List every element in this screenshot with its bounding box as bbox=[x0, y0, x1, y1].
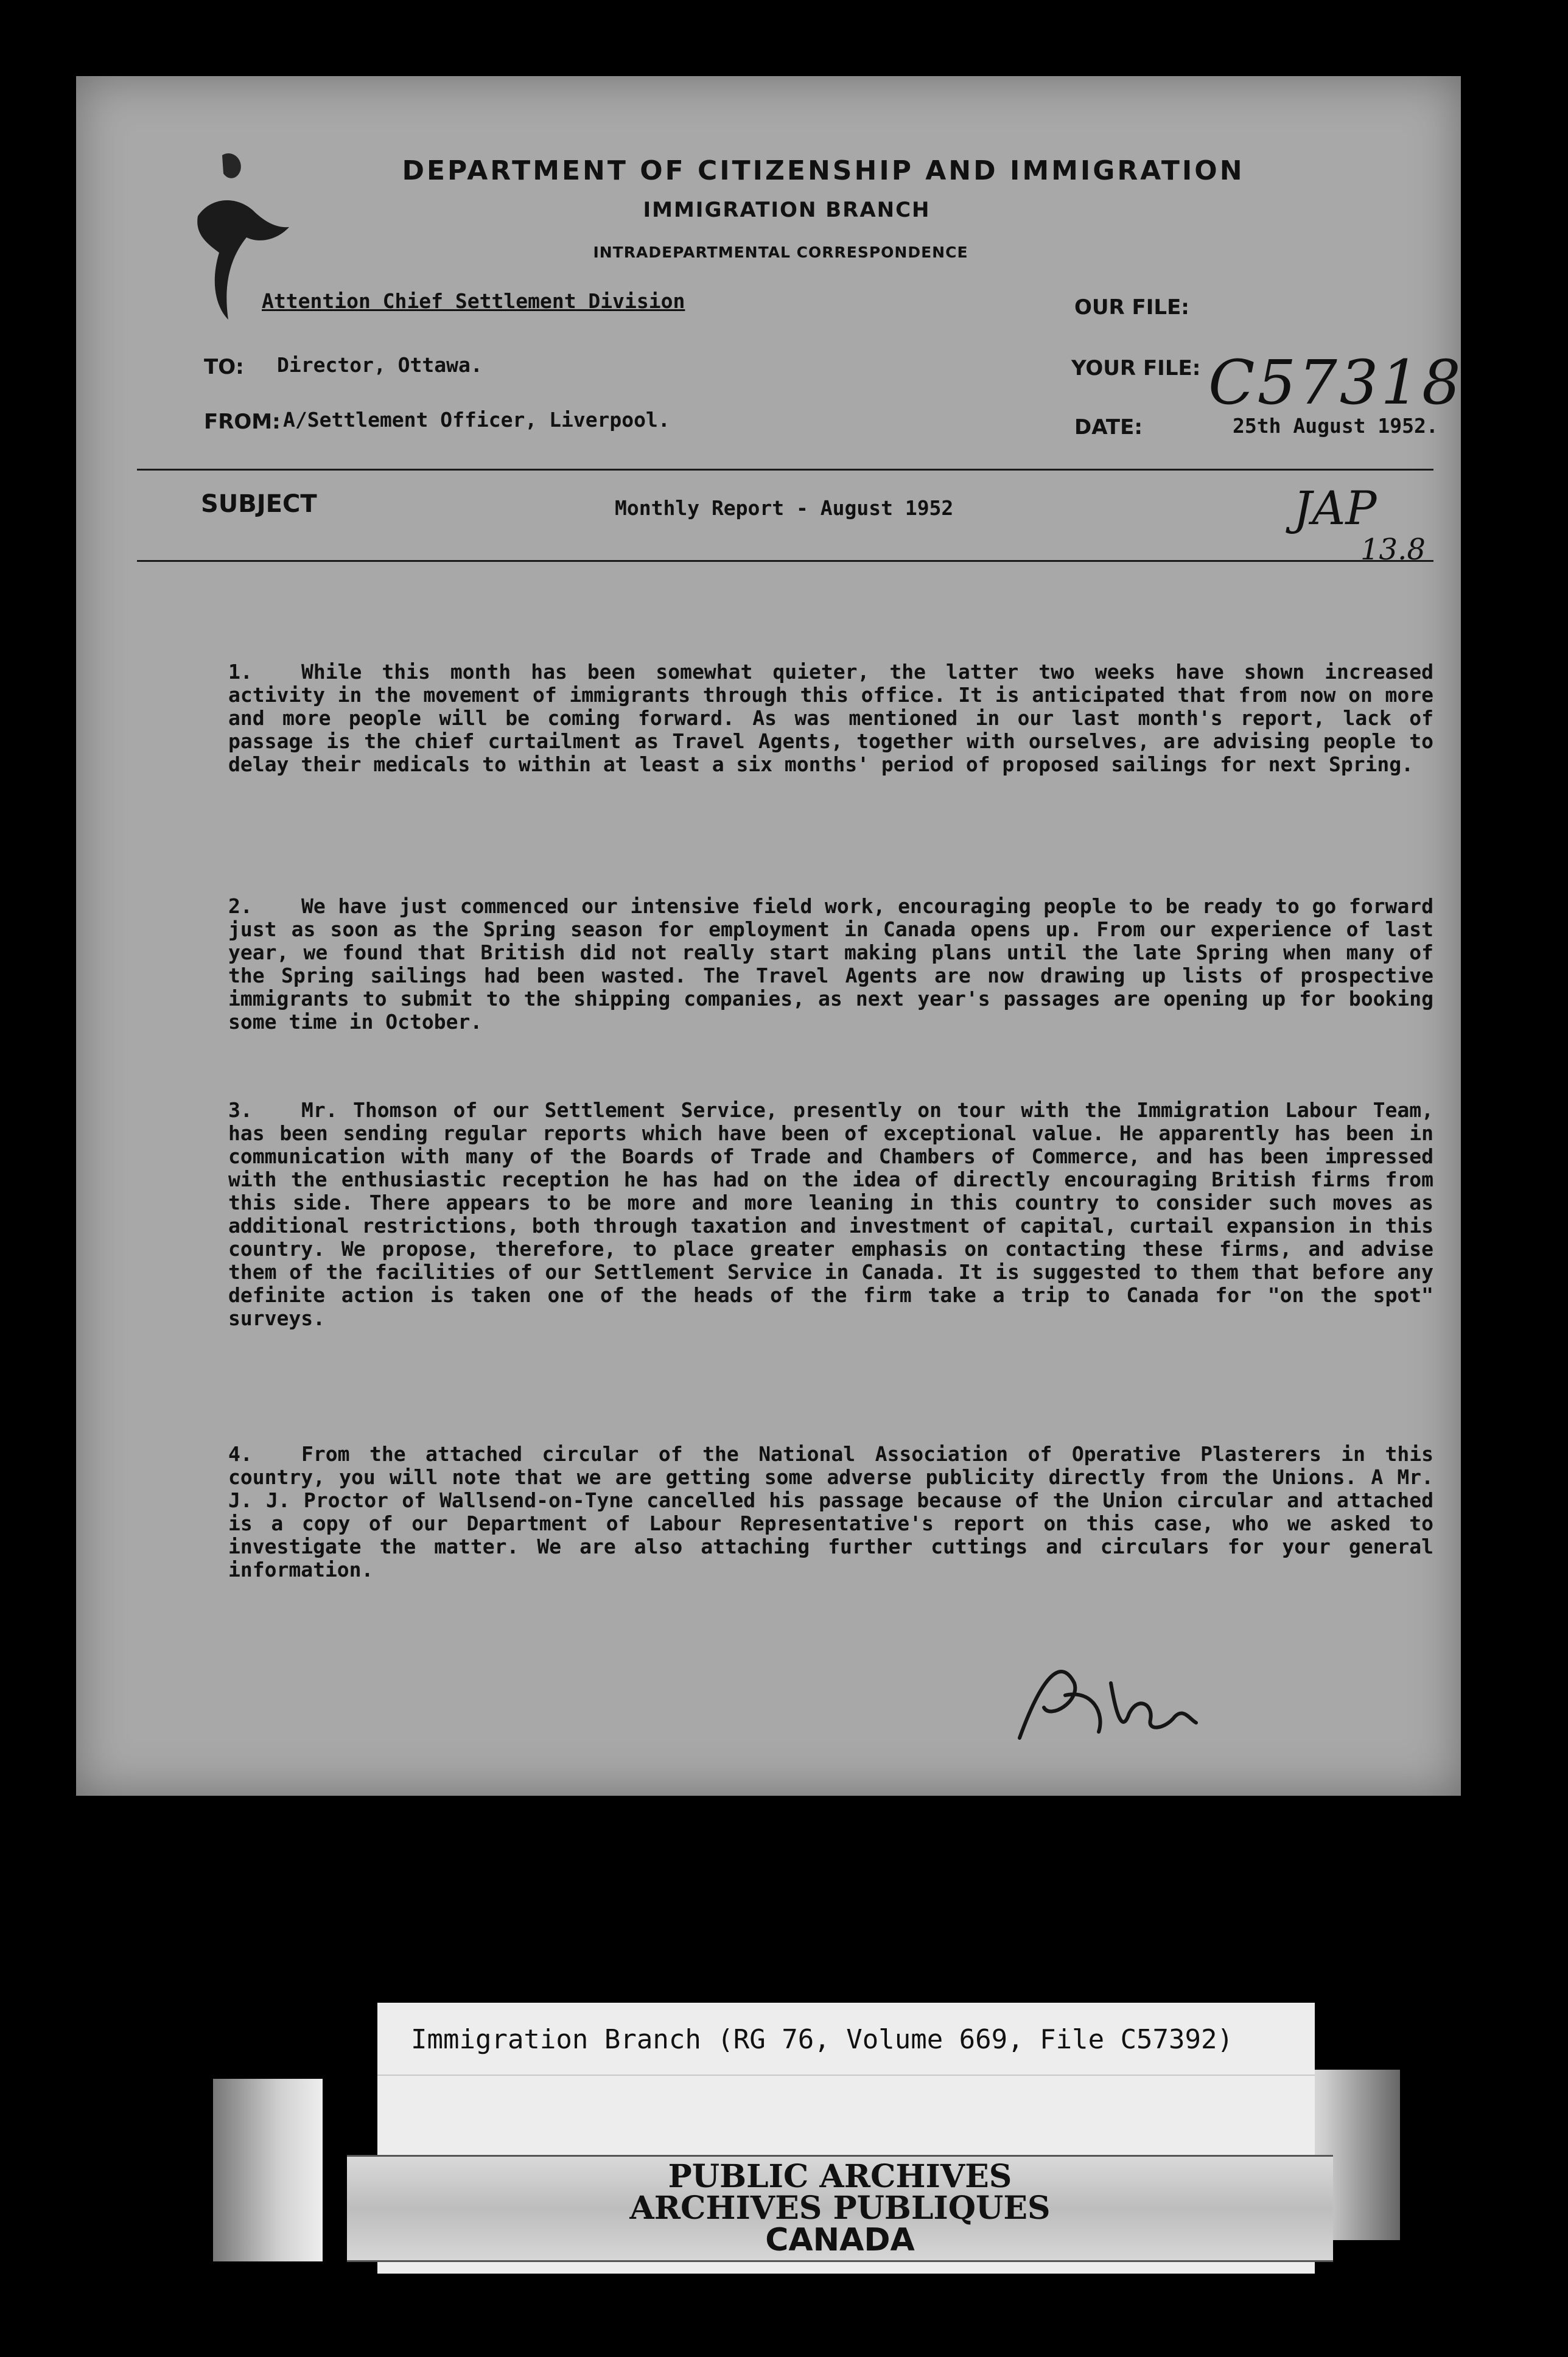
paragraph-text: Mr. Thomson of our Settlement Service, presently on tour with the Immigration Labour Team, has been sending regular reports which have been of exceptional value. He apparently has been in communication with many of the Boards of Trade and Chambers of Commerce, and has been impressed with the enthusiastic reception he has had on the idea of directly encouraging British firms from this side. There appears to be more and more leaning in this country to consider such moves as additional restrictions, both through taxation and investment of capital, curtail expansion in this country. We propose, therefore, to place greater emphasis on contacting these firms, and advise them of the facilities of our Settlement Service in Canada. It is suggested to them that before any definite action is taken one of the heads of the firm take a trip to Canada for "on the spot" surveys. bbox=[228, 1098, 1433, 1330]
department-heading: DEPARTMENT OF CITIZENSHIP AND IMMIGRATION bbox=[402, 155, 1245, 186]
paragraph-text: We have just commenced our intensive field work, encouraging people to be ready to go forward just as soon as the Spring season for employment in Canada opens up. From our experience of last year, we found that British did not really start making plans until the late Spring when many of the Spring sailings had been wasted. The Travel Agents are now drawing up lists of prospective immigrants to submit to the shipping companies, as next year's passages are opening up for booking some time in October. bbox=[228, 894, 1433, 1034]
handwritten-initials: JAP bbox=[1293, 481, 1377, 535]
your-file-label: YOUR FILE: bbox=[1071, 356, 1201, 380]
card-rule bbox=[377, 2075, 1315, 2076]
attention-line: Attention Chief Settlement Division bbox=[262, 289, 685, 313]
handwritten-signature bbox=[1007, 1647, 1208, 1750]
handwritten-date: 13.8 bbox=[1360, 533, 1426, 567]
paragraph-number: 3. bbox=[228, 1098, 253, 1122]
to-value: Director, Ottawa. bbox=[277, 353, 483, 377]
date-value: 25th August 1952. bbox=[1233, 414, 1438, 438]
stamp-line-1: PUBLIC ARCHIVES bbox=[668, 2158, 1012, 2195]
subject-value: Monthly Report - August 1952 bbox=[615, 496, 954, 520]
handwritten-file-number: C57318 bbox=[1208, 347, 1463, 418]
paragraph-1 bbox=[228, 660, 1433, 776]
header-rule-top bbox=[137, 469, 1433, 471]
to-label: TO: bbox=[204, 355, 244, 379]
stamp-line-3: CANADA bbox=[765, 2222, 915, 2258]
branch-heading: IMMIGRATION BRANCH bbox=[643, 198, 931, 222]
archive-tape-left bbox=[213, 2079, 323, 2261]
paragraph-text: While this month has been somewhat quieter, the latter two weeks have shown increased activity in the movement of immigrants through this office. It is anticipated that from now on more and more people will be coming forward. As was mentioned in our last month's report, lack of passage is the chief curtailment as Travel Agents, together with ourselves, are advising people to delay their medicals to within at least a six months' period of proposed sailings for next Spring. bbox=[228, 660, 1433, 776]
paragraph-2 bbox=[228, 895, 1433, 1034]
our-file-label: OUR FILE: bbox=[1074, 295, 1189, 320]
stamp-line-2: ARCHIVES PUBLIQUES bbox=[629, 2190, 1051, 2227]
subject-label: SUBJECT bbox=[201, 490, 317, 518]
archive-reference: Immigration Branch (RG 76, Volume 669, File C57392) bbox=[411, 2024, 1234, 2055]
header-rule-bottom bbox=[137, 560, 1433, 562]
date-label: DATE: bbox=[1074, 415, 1143, 440]
correspondence-type: INTRADEPARTMENTAL CORRESPONDENCE bbox=[593, 243, 968, 261]
paragraph-4 bbox=[228, 1443, 1433, 1581]
paragraph-number: 2. bbox=[228, 894, 253, 918]
memo-sheet bbox=[76, 76, 1461, 1796]
paragraph-number: 1. bbox=[228, 660, 253, 684]
paragraph-number: 4. bbox=[228, 1442, 253, 1466]
from-value: A/Settlement Officer, Liverpool. bbox=[283, 408, 670, 432]
paragraph-text: From the attached circular of the National Association of Operative Plasterers in this country, you will note that we are getting some adverse publicity directly from the Unions. A Mr. J. J. Proctor of Wallsend-on-Tyne cancelled his passage because of the Union circular and attached is a copy of our Department of Labour Representative's report on this case, who we asked to investigate the matter. We are also attaching further cuttings and circulars for your general information. bbox=[228, 1442, 1433, 1581]
archive-stamp bbox=[347, 2155, 1333, 2262]
from-label: FROM: bbox=[204, 410, 281, 434]
paragraph-3 bbox=[228, 1099, 1433, 1330]
